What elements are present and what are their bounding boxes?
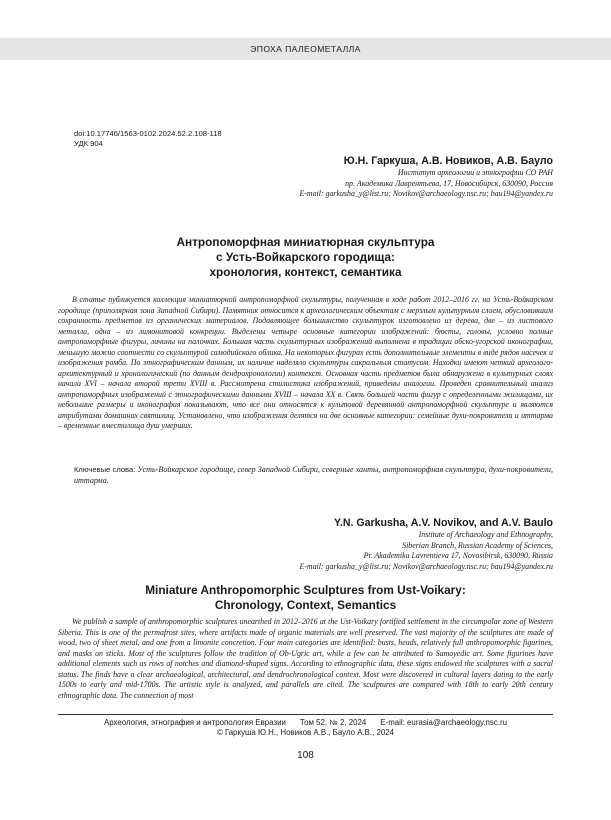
keywords-label: Ключевые слова: xyxy=(74,465,136,474)
keywords-text: Усть-Войкарское городище, север Западной Сибири, северные ханты, антропоморфная скульптура, духи-покровители, иттарма. xyxy=(74,465,553,485)
en-authors: Y.N. Garkusha, A.V. Novikov, and A.V. Baulo xyxy=(333,517,553,529)
footer-divider xyxy=(58,714,553,715)
en-title-line: Miniature Anthropomorphic Sculptures from Ust-Voikary: xyxy=(145,583,466,597)
udk: УДК 904 xyxy=(74,138,103,148)
ru-title-line: Антропоморфная миниатюрная скульптура xyxy=(176,235,435,249)
en-affiliation-branch: Siberian Branch, Russian Academy of Sciences, xyxy=(402,540,553,550)
page-number: 108 xyxy=(297,750,314,761)
ru-affiliation-address: пр. Академика Лаврентьева, 17, Новосибирск, 630090, Россия xyxy=(345,178,553,188)
ru-author-block xyxy=(299,155,553,200)
journal-issue: № 2, xyxy=(329,718,347,727)
ru-authors: Ю.Н. Гаркуша, А.В. Новиков, А.В. Бауло xyxy=(343,155,553,167)
ru-title xyxy=(100,235,511,280)
en-affiliation-address: Pr. Akademika Lavrentieva 17, Novosibirsk, 630090, Russia xyxy=(363,551,553,561)
en-abstract: We publish a sample of anthropomorphic sculptures unearthed in 2012–2016 at the Ust-Voikary fortified settlement in the circumpolar zone of Western Siberia. This is one of the permafrost sites, where artifacts made of organic materials are well preserved. The vast majority of the sculptures are made of wood, two of sheet metal, and one from a limonite concretion. Four main categories are identified: busts, heads, relatively full anthropomorphic figurines, and masks on sticks. Most of the sculptures follow the tradition of Ob-Ugric art, while a few can be attributed to Samoyedic art. Some figurines have additional elements such as rows of notches and diamond-shaped signs. According to ethnographic data, these signs endowed the sculptures with a sacral status. The finds have a clear archaeological, architectural, and dendrochronological context. Most were discovered in cultural layers dating to the early 1500s to early and mid-1700s. The artistic style is analyzed, and parallels are cited. The sculptures are compared with 18th to early 20th century ethnographic data. The connection of most xyxy=(58,617,553,700)
journal-info-line xyxy=(0,718,611,728)
en-affiliation-institute: Institute of Archaeology and Ethnography, xyxy=(418,530,553,539)
en-author-block xyxy=(299,517,553,572)
section-header: ЭПОХА ПАЛЕОМЕТАЛЛА xyxy=(0,38,611,60)
ru-affiliation-institute: Институт археологии и этнографии СО РАН xyxy=(397,168,553,177)
journal-name: Археология, этнография и антропология Евразии xyxy=(103,718,286,727)
en-title xyxy=(60,583,551,612)
journal-volume: Том 52, xyxy=(299,718,328,727)
ru-title-line: хронология, контекст, семантика xyxy=(209,265,402,279)
en-email[interactable]: E-mail: garkusha_y@list.ru; Novikov@archaeology.nsc.ru; bau194@yandex.ru xyxy=(299,561,553,571)
journal-footer xyxy=(0,718,611,738)
journal-email[interactable]: E-mail: eurasia@archaeology.nsc.ru xyxy=(380,718,508,727)
journal-year: 2024 xyxy=(348,718,367,727)
article-identifiers xyxy=(74,129,222,148)
ru-abstract: В статье публикуется коллекция миниатюрной антропоморфной скульптуры, полученная в ходе работ 2012–2016 гг. на Усть-Войкарском городище (приполярная зона Западной Сибири). Памятник относится к археологическим объектам с мерзлым культурным слоем, обусловившим сохранность предметов из органических материалов. Подавляющее большинство скульптурок изготовлено из дерева, две – из листового металла, одна – из лимонитовой конкреции. Выделены четыре основные категории изображений: бюсты, головы, условно полные антропоморфные фигуры, личины на палочках. Большая часть скульптурных изображений выполнена в традиции обско-угорской иконографии, меньшую можно соотнести со скульптурой самодийского облика. На некоторых фигурах есть дополнительные элементы в виде рядов насечек и изображения ромба. По этнографическим данным, их наличие наделяло скульптуры сакральным статусом. Находки имеют четкий археолого-архитектурный и хронологический (по данным дендрохронологии) контекст. Основная часть предметов была обнаружена в культурных слоях начала XVI – начала второй трети XVIII в. Рассмотрена стилистика изображений, приведены аналогии. Проведен сравнительный анализ антропоморфных изображений с этнографическими данными XVIII – начала XX в. Связь большей части фигур с определенными жилищами, их небольшие размеры и иконография показывают, что все они относятся к культовой деревянной антропоморфной скульптуре и являются атрибутами домашних святилищ. Установлено, что изображения делятся на две основные категории: семейные духи-покровители и иттарма – временные вместилища душ умерших. xyxy=(58,295,553,430)
ru-title-line: с Усть-Войкарского городища: xyxy=(216,250,395,264)
en-title-line: Chronology, Context, Semantics xyxy=(214,597,397,612)
copyright: © Гаркуша Ю.Н., Новиков А.В., Бауло А.В., 2024 xyxy=(216,728,395,737)
doi[interactable]: doi:10.17746/1563-0102.2024.52.2.108-118 xyxy=(74,129,222,138)
ru-email[interactable]: E-mail: garkusha_y@list.ru; Novikov@archaeology.nsc.ru; bau194@yandex.ru xyxy=(299,189,553,199)
ru-keywords xyxy=(74,465,553,486)
